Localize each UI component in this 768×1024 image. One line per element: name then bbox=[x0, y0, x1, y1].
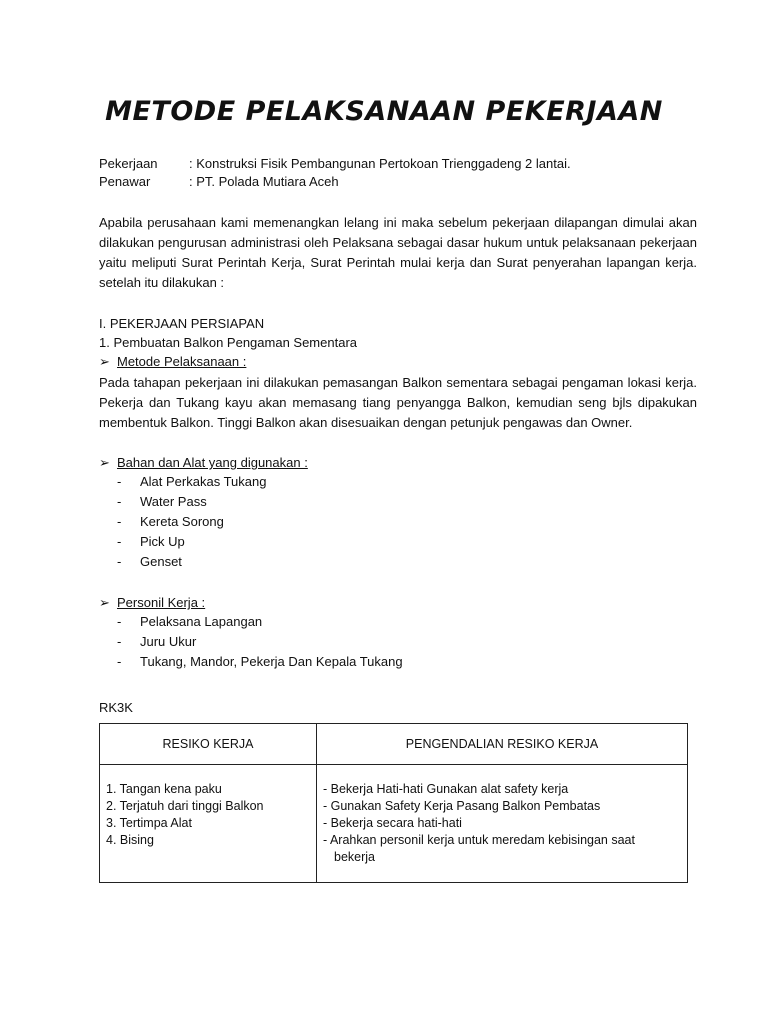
subsection-heading: 1. Pembuatan Balkon Pengaman Sementara bbox=[99, 335, 358, 350]
list-item: - Kereta Sorong bbox=[117, 514, 224, 529]
metode-heading-text: Metode Pelaksanaan : bbox=[117, 354, 247, 369]
table-row bbox=[100, 765, 688, 883]
personil-heading bbox=[99, 594, 205, 612]
list-item: - Pelaksana Lapangan bbox=[117, 614, 263, 629]
metode-heading bbox=[99, 353, 246, 371]
risk-item: 3. Tertimpa Alat bbox=[106, 816, 192, 830]
risks-cell bbox=[100, 765, 317, 883]
metode-paragraph: Pada tahapan pekerjaan ini dilakukan pemasangan Balkon sementara sebagai pengaman lokasi kerja. Pekerja dan Tukang kayu akan memasang tiang penyangga Balkon, kemudian seng bjls dipakukan membentuk Balkon. Tinggi Balkon akan disesuaikan dengan petunjuk pengawas dan Owner. bbox=[99, 375, 697, 430]
control-item: - Gunakan Safety Kerja Pasang Balkon Pembatas bbox=[323, 799, 601, 813]
list-item: - Water Pass bbox=[117, 494, 207, 509]
project-meta bbox=[99, 155, 571, 191]
arrow-bullet-icon: ➢ bbox=[99, 595, 110, 610]
personil-heading-text: Personil Kerja : bbox=[117, 595, 206, 610]
bahan-heading bbox=[99, 454, 308, 472]
personil-list bbox=[117, 612, 403, 672]
control-item: - Bekerja secara hati-hati bbox=[323, 816, 462, 830]
list-item: - Genset bbox=[117, 554, 182, 569]
list-item: - Pick Up bbox=[117, 534, 185, 549]
intro-paragraph: Apabila perusahaan kami memenangkan lelang ini maka sebelum pekerjaan dilapangan dimulai akan dilakukan pengurusan administrasi oleh Pelaksana sebagai dasar hukum untuk pelaksanaan pekerjaan yaitu meliputi Surat Perintah Kerja, Surat Perintah mulai kerja dan Surat penyerahan lapangan kerja. setelah itu dilakukan : bbox=[99, 215, 697, 290]
header-pengendalian-resiko: PENGENDALIAN RESIKO KERJA bbox=[317, 724, 688, 765]
table-header-row bbox=[100, 724, 688, 765]
rk3k-table bbox=[99, 723, 688, 883]
risk-item: 1. Tangan kena paku bbox=[106, 782, 222, 796]
rk3k-label: RK3K bbox=[99, 700, 133, 715]
bahan-list bbox=[117, 472, 266, 572]
penawar-label: Penawar bbox=[99, 174, 151, 189]
controls-cell bbox=[317, 765, 688, 883]
arrow-bullet-icon: ➢ bbox=[99, 354, 110, 369]
list-item: - Juru Ukur bbox=[117, 634, 197, 649]
control-item: - Arahkan personil kerja untuk meredam kebisingan saat bbox=[323, 833, 635, 847]
header-resiko-kerja: RESIKO KERJA bbox=[100, 724, 317, 765]
section-heading: I. PEKERJAAN PERSIAPAN bbox=[99, 316, 265, 331]
meta-row-pekerjaan bbox=[99, 155, 571, 173]
bahan-heading-text: Bahan dan Alat yang digunakan : bbox=[117, 455, 308, 470]
list-item: - Tukang, Mandor, Pekerja Dan Kepala Tukang bbox=[117, 654, 403, 669]
meta-row-penawar bbox=[99, 173, 571, 191]
control-item: - Bekerja Hati-hati Gunakan alat safety kerja bbox=[323, 782, 569, 796]
document-title: METODE PELAKSANAAN PEKERJAAN bbox=[105, 96, 663, 127]
pekerjaan-value: : Konstruksi Fisik Pembangunan Pertokoan Trienggadeng 2 lantai. bbox=[189, 156, 571, 171]
control-item-continuation: bekerja bbox=[334, 850, 375, 864]
arrow-bullet-icon: ➢ bbox=[99, 455, 110, 470]
pekerjaan-label: Pekerjaan bbox=[99, 156, 158, 171]
risk-item: 2. Terjatuh dari tinggi Balkon bbox=[106, 799, 264, 813]
risk-item: 4. Bising bbox=[106, 833, 154, 847]
list-item: - Alat Perkakas Tukang bbox=[117, 474, 267, 489]
penawar-value: : PT. Polada Mutiara Aceh bbox=[189, 174, 339, 189]
